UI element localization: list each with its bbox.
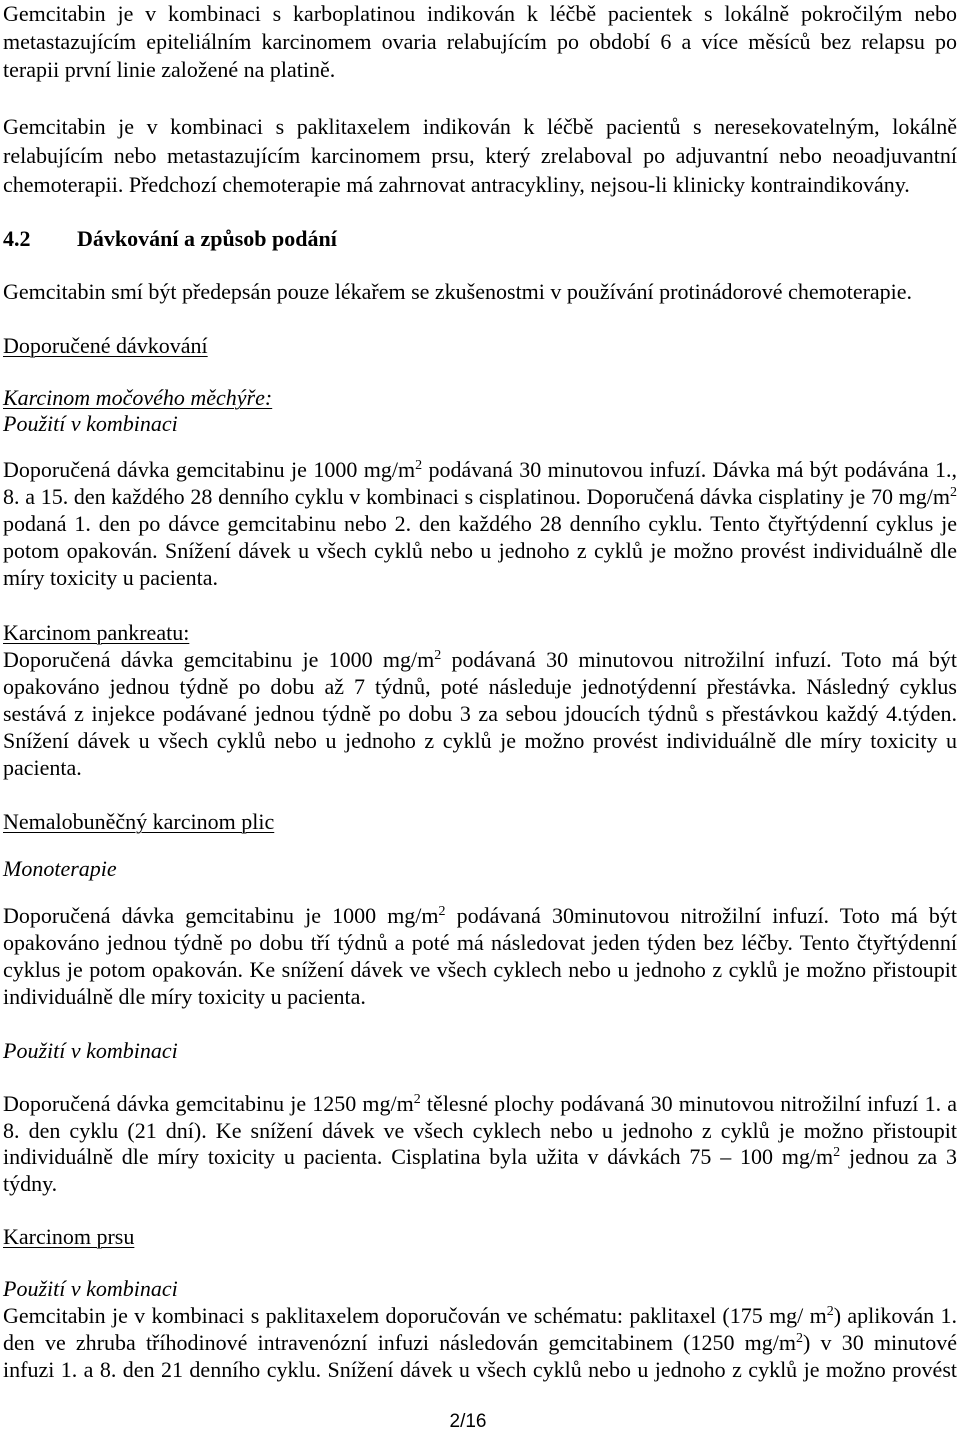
- superscript: 2: [438, 904, 446, 919]
- breast-combination-label: Použití v kombinaci: [3, 1276, 178, 1301]
- superscript: 2: [434, 648, 442, 663]
- pancreas-heading: [3, 619, 957, 646]
- text-run: podávaná 30minutovou nitrožilní infuzí. Toto má být opakováno jednou týdně po dobu tří týdnů a poté má následovat jeden týden bez léčby. Tento čtyřtýdenní cyklus je potom opakován. Ke snížení dávek ve všech cyklech nebo u jednoho z cyklů je možno přistoupit individuálně dle míry toxicity u pacienta.: [3, 903, 957, 1009]
- text-run: Doporučená dávka gemcitabinu je 1250 mg/m: [3, 1091, 414, 1116]
- superscript: 2: [950, 485, 957, 500]
- breast-dosing-paragraph: [3, 1302, 957, 1383]
- superscript: 2: [415, 458, 423, 473]
- nsclc-monotherapy-label: Monoterapie: [3, 856, 117, 881]
- indication-breast-paragraph: [3, 112, 957, 199]
- nsclc-monotherapy-heading: [3, 855, 957, 882]
- breast-combination-heading: [3, 1275, 957, 1302]
- text-run: ) aplikován 1. den ve zhruba tříhodinové intravenózní infuzi následován gemcitabinem (1250 mg/m: [3, 1303, 957, 1355]
- superscript: 2: [833, 1145, 841, 1160]
- bladder-title: Karcinom močového měchýře:: [3, 385, 273, 410]
- nsclc-heading: [3, 808, 957, 835]
- paragraph-text: Gemcitabin je v kombinaci s paklitaxelem indikován k léčbě pacientů s neresekovatelným, lokálně relabujícím nebo metastazujícím karcinomem prsu, který zrelaboval po adjuvantní nebo neoadjuvantní chemoterapii. Předchozí chemoterapie má zahrnovat antracykliny, nejsou-li klinicky kontraindikovány.: [3, 114, 957, 197]
- prescriber-note: [3, 278, 957, 305]
- bladder-subtitle: Použití v kombinaci: [3, 411, 178, 436]
- recommended-dosing-title: Doporučené dávkování: [3, 333, 208, 358]
- page-number: 2/16: [449, 1411, 487, 1432]
- section-heading: [3, 225, 957, 252]
- superscript: 2: [796, 1331, 803, 1346]
- nsclc-monotherapy-paragraph: [3, 902, 957, 1010]
- section-number: 4.2: [3, 226, 31, 251]
- text-run: podávaná 30 minutovou nitrožilní infuzí. Toto má být opakováno jednou týdně po dobu až 7 týdnů, poté následuje jednotýdenní přestávka. Následný cyklus sestává z injekce podávané jednou týdně po dobu 3 za sebou jdoucích týdnů s přestávkou každý 4.týden. Snížení dávek u všech cyklů nebo u jednoho z cyklů je možno provést individuálně dle míry toxicity u pacienta.: [3, 647, 957, 780]
- recommended-dosing-heading: [3, 332, 957, 359]
- text-run: Doporučená dávka gemcitabinu je 1000 mg/m: [3, 457, 416, 482]
- text-run: jednou za 3 týdny.: [3, 1144, 957, 1196]
- text-run: podávaná 30 minutovou infuzí. Dávka má být podávána 1., 8. a 15. den každého 28 denního cyklu v kombinaci s cisplatinou. Doporučená dávka cisplatiny je 70 mg/m: [3, 457, 957, 509]
- indication-ovarian-paragraph: [3, 0, 957, 84]
- paragraph-text: Gemcitabin smí být předepsán pouze lékařem se zkušenostmi v používání protinádorové chemoterapie.: [3, 279, 913, 304]
- breast-title: Karcinom prsu: [3, 1224, 135, 1249]
- bladder-heading: [3, 384, 957, 411]
- nsclc-title: Nemalobuněčný karcinom plic: [3, 809, 275, 834]
- text-run: Doporučená dávka gemcitabinu je 1000 mg/m: [3, 647, 435, 672]
- nsclc-combination-label: Použití v kombinaci: [3, 1038, 178, 1063]
- nsclc-combination-paragraph: [3, 1091, 957, 1197]
- bladder-dosing-paragraph: [3, 456, 957, 591]
- section-title: Dávkování a způsob podání: [77, 226, 337, 251]
- nsclc-combination-heading: [3, 1037, 957, 1064]
- superscript: 2: [413, 1092, 421, 1107]
- breast-heading: [3, 1223, 957, 1250]
- text-run: Doporučená dávka gemcitabinu je 1000 mg/m: [3, 903, 439, 928]
- paragraph-text: Gemcitabin je v kombinaci s karboplatinou indikován k léčbě pacientek s lokálně pokročilým nebo metastazujícím epiteliálním karcinomem ovaria relabujícím po období 6 a více měsíců bez relapsu po terapii první linie založené na platině.: [3, 1, 957, 82]
- pancreas-title: Karcinom pankreatu:: [3, 620, 190, 645]
- text-run: Gemcitabin je v kombinaci s paklitaxelem doporučován ve schématu: paklitaxel (175 mg/ m: [3, 1303, 827, 1328]
- text-run: tělesné plochy podávaná 30 minutovou nitrožilní infuzí 1. a 8. den cyklu (21 dní). Ke snížení dávek ve všech cyklech nebo u jednoho z cyklů je možno přistoupit individuálně dle míry toxicity u pacienta. Cisplatina byla užita v dávkách 75 – 100 mg/m: [3, 1091, 957, 1169]
- superscript: 2: [826, 1304, 834, 1319]
- pancreas-dosing-paragraph: [3, 646, 957, 781]
- text-run: ) v 30 minutové infuzi 1. a 8. den 21 denního cyklu. Snížení dávek u všech cyklů nebo u jednoho z cyklů je možno provést: [3, 1330, 957, 1382]
- text-run: podaná 1. den po dávce gemcitabinu nebo 2. den každého 28 denního cyklu. Tento čtyřtýdenní cyklus je potom opakován. Snížení dávek u všech cyklů nebo u jednoho z cyklů je možno provést individuálně dle míry toxicity u pacienta.: [3, 511, 957, 590]
- bladder-subheading: [3, 410, 957, 437]
